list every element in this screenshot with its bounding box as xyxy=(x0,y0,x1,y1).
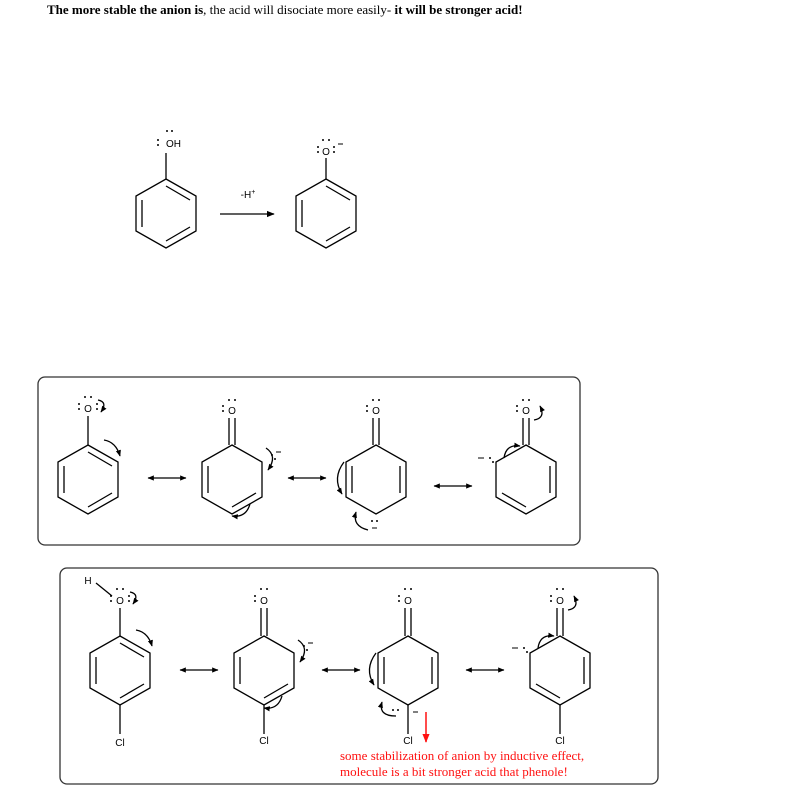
phenol-molecule xyxy=(136,153,196,248)
headline-plain: , the acid will disociate more easily- xyxy=(203,2,395,17)
resonance-1-1 xyxy=(58,400,120,514)
headline-bold-1: The more stable the anion is xyxy=(47,2,204,17)
resonance-2-1-h-label: H xyxy=(84,576,92,587)
headline-bold-2: it will be stronger acid! xyxy=(394,2,523,17)
phenoxide-molecule xyxy=(296,158,356,248)
phenoxide-lone-pairs xyxy=(317,139,343,153)
phenol-oh-label: OH xyxy=(166,139,181,150)
resonance-1-4-o-label: O xyxy=(522,406,530,417)
resonance-1-2-o-label: O xyxy=(228,406,236,417)
arrow-label xyxy=(241,189,256,201)
resonance-2-3 xyxy=(369,608,438,734)
resonance-1-3 xyxy=(337,418,406,530)
arrow-label-sup: + xyxy=(251,189,256,196)
resonance-2-1-cl-label: Cl xyxy=(115,738,125,749)
resonance-2-1-o-label: O xyxy=(116,596,124,607)
resonance-2-4 xyxy=(530,596,590,734)
arrow-label-text: -H xyxy=(240,190,252,201)
note-line-2: molecule is a bit stronger acid that phenole! xyxy=(340,764,568,779)
inductive-effect-note xyxy=(340,748,584,780)
resonance-2-2-cl-label: Cl xyxy=(259,736,269,747)
resonance-2-4-cl-label: Cl xyxy=(555,736,565,747)
note-line-1: some stabilization of anion by inductive effect, xyxy=(340,748,585,763)
resonance-1-2 xyxy=(202,418,273,516)
resonance-2-2 xyxy=(234,608,305,734)
resonance-1-3-o-label: O xyxy=(372,406,380,417)
resonance-2-3-o-label: O xyxy=(404,596,412,607)
resonance-1-1-o-label: O xyxy=(84,404,92,415)
resonance-1-4 xyxy=(496,406,556,514)
resonance-2-3-cl-label: Cl xyxy=(403,736,413,747)
phenoxide-o-label: O xyxy=(322,147,330,158)
resonance-2-2-o-label: O xyxy=(260,596,268,607)
resonance-2-4-o-label: O xyxy=(556,596,564,607)
